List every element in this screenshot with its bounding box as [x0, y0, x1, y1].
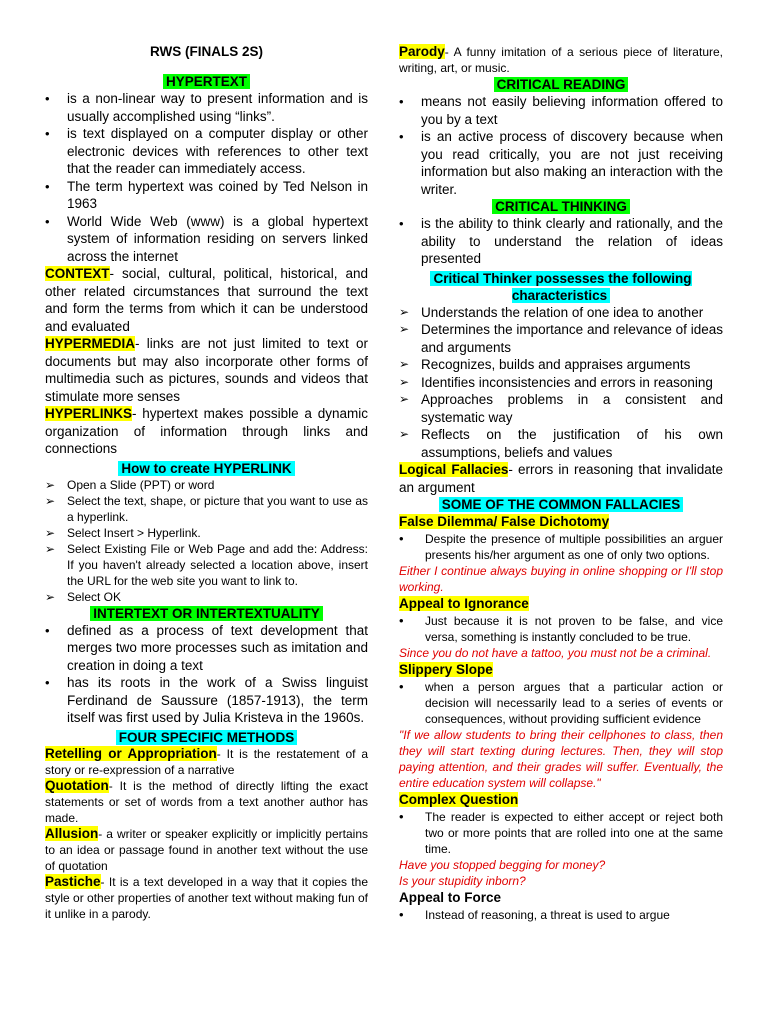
fallacy-example: Have you stopped begging for money? — [399, 858, 606, 872]
heading-critical-thinker: Critical Thinker possesses the following characteristics — [399, 270, 723, 304]
list-item: ➢ Open a Slide (PPT) or word — [45, 477, 368, 493]
list-item: ➢ Select Existing File or Web Page and add the: Address: If you haven't already selected a location above, insert the URL for the web site you want to link to. — [45, 541, 368, 589]
right-column — [399, 44, 723, 923]
critical-reading-list — [399, 93, 723, 198]
list-item: ➢ Determines the importance and relevance of ideas and arguments — [399, 321, 723, 356]
list-item: ➢ Reflects on the justification of his own assumptions, beliefs and values — [399, 426, 723, 461]
fallacy-desc-list — [399, 531, 723, 563]
list-item: ➢ Select OK — [45, 589, 368, 605]
fallacy-title-appeal-to-ignorance: Appeal to Ignorance — [399, 596, 529, 611]
fallacy-example: "If we allow students to bring their cellphones to class, then they will start texting during lectures. Then, they will stop paying attention, and their grades will suffer. Eventually, the entire education system will collapse." — [399, 728, 723, 790]
heading-four-methods: FOUR SPECIFIC METHODS — [45, 729, 368, 746]
hypertext-list — [45, 90, 368, 265]
fallacy-title-false-dilemma: False Dilemma/ False Dichotomy — [399, 514, 610, 529]
list-item: ➢ Recognizes, builds and appraises arguments — [399, 356, 723, 374]
thinker-characteristics — [399, 304, 723, 462]
fallacy-desc-list — [399, 613, 723, 645]
heading-how-to-create-hyperlink: How to create HYPERLINK — [45, 460, 368, 477]
method-pastiche: Pastiche- It is a text developed in a way that it copies the style or other properties of another text without making fun of it unlike in a parody. — [45, 873, 368, 921]
page-title: RWS (FINALS 2S) — [149, 44, 263, 59]
fallacy-title-appeal-to-force: Appeal to Force — [399, 890, 502, 905]
list-item: ➢ Approaches problems in a consistent and systematic way — [399, 391, 723, 426]
list-item: • defined as a process of text development that merges two more processes such as imitation and creation in doing a text — [45, 622, 368, 675]
critical-thinking-list — [399, 215, 723, 268]
fallacy-title-complex-question: Complex Question — [399, 792, 519, 807]
list-item: • The reader is expected to either accept or reject both two or more points that are rolled into one at the same time. — [399, 809, 723, 857]
list-item: • means not easily believing information offered to you by a text — [399, 93, 723, 128]
method-quotation: Quotation- It is the method of directly lifting the exact statements or set of words from a text another author has made. — [45, 777, 368, 825]
list-item: • is a non-linear way to present information and is usually accomplished using “links”. — [45, 90, 368, 125]
fallacy-desc-list — [399, 809, 723, 857]
definition-parody: Parody- A funny imitation of a serious piece of literature, writing, art, or music. — [399, 44, 723, 75]
definition-logical-fallacies: Logical Fallacies- errors in reasoning that invalidate an argument — [399, 462, 724, 495]
heading-common-fallacies: SOME OF THE COMMON FALLACIES — [399, 496, 723, 513]
list-item: • The term hypertext was coined by Ted Nelson in 1963 — [45, 178, 368, 213]
heading-critical-thinking: CRITICAL THINKING — [399, 198, 723, 215]
list-item: ➢ Identifies inconsistencies and errors in reasoning — [399, 374, 723, 392]
heading-hypertext: HYPERTEXT — [45, 73, 368, 90]
intertext-list — [45, 622, 368, 727]
list-item: • is the ability to think clearly and rationally, and the ability to understand the relation of ideas presented — [399, 215, 723, 268]
list-item: • is text displayed on a computer display or other electronic devices with references to other text that the reader can immediately access. — [45, 125, 368, 178]
definition-hypermedia: HYPERMEDIA- links are not just limited to text or documents but may also incorporate other forms of multimedia such as pictures, sounds and videos that stimulate more senses — [45, 336, 368, 404]
fallacy-title-slippery-slope: Slippery Slope — [399, 662, 493, 677]
fallacy-desc-list — [399, 679, 723, 727]
method-allusion: Allusion- a writer or speaker explicitly or implicitly pertains to an idea or passage found in another text without the use of quotation — [45, 825, 368, 873]
definition-hyperlinks: HYPERLINKS- hypertext makes possible a dynamic organization of information through links and connections — [45, 406, 368, 456]
fallacy-example: Since you do not have a tattoo, you must not be a criminal. — [399, 646, 712, 660]
list-item: • Just because it is not proven to be false, and vice versa, something is instantly concluded to be true. — [399, 613, 723, 645]
list-item: ➢ Select Insert > Hyperlink. — [45, 525, 368, 541]
list-item: ➢ Select the text, shape, or picture that you want to use as a hyperlink. — [45, 493, 368, 525]
fallacy-example: Either I continue always buying in online shopping or I'll stop working. — [399, 564, 723, 594]
list-item: • when a person argues that a particular action or decision will necessarily lead to a series of events or consequences, without providing sufficient evidence — [399, 679, 723, 727]
heading-critical-reading: CRITICAL READING — [399, 76, 723, 93]
method-retelling: Retelling or Appropriation- It is the restatement of a story or re-expression of a narrative — [45, 745, 368, 777]
left-column — [45, 40, 368, 922]
list-item: • Despite the presence of multiple possibilities an arguer presents his/her argument as one of only two options. — [399, 531, 723, 563]
fallacy-example: Is your stupidity inborn? — [399, 874, 526, 888]
heading-intertext: INTERTEXT OR INTERTEXTUALITY — [45, 605, 368, 622]
list-item: ➢ Understands the relation of one idea to another — [399, 304, 723, 322]
list-item: • is an active process of discovery because when you read critically, you are not just receiving information but also making an interaction with the writer. — [399, 128, 723, 198]
fallacy-desc-list — [399, 907, 723, 923]
definition-context: CONTEXT- social, cultural, political, historical, and other related circumstances that surround the text and form the terms from which it can be understood and evaluated — [45, 266, 368, 334]
list-item: • World Wide Web (www) is a global hypertext system of information residing on servers linked across the internet — [45, 213, 368, 266]
list-item: • has its roots in the work of a Swiss linguist Ferdinand de Saussure (1857-1913), the term itself was first used by Julia Kristeva in the 1960s. — [45, 674, 368, 727]
hyperlink-steps — [45, 477, 368, 605]
list-item: • Instead of reasoning, a threat is used to argue — [399, 907, 723, 923]
